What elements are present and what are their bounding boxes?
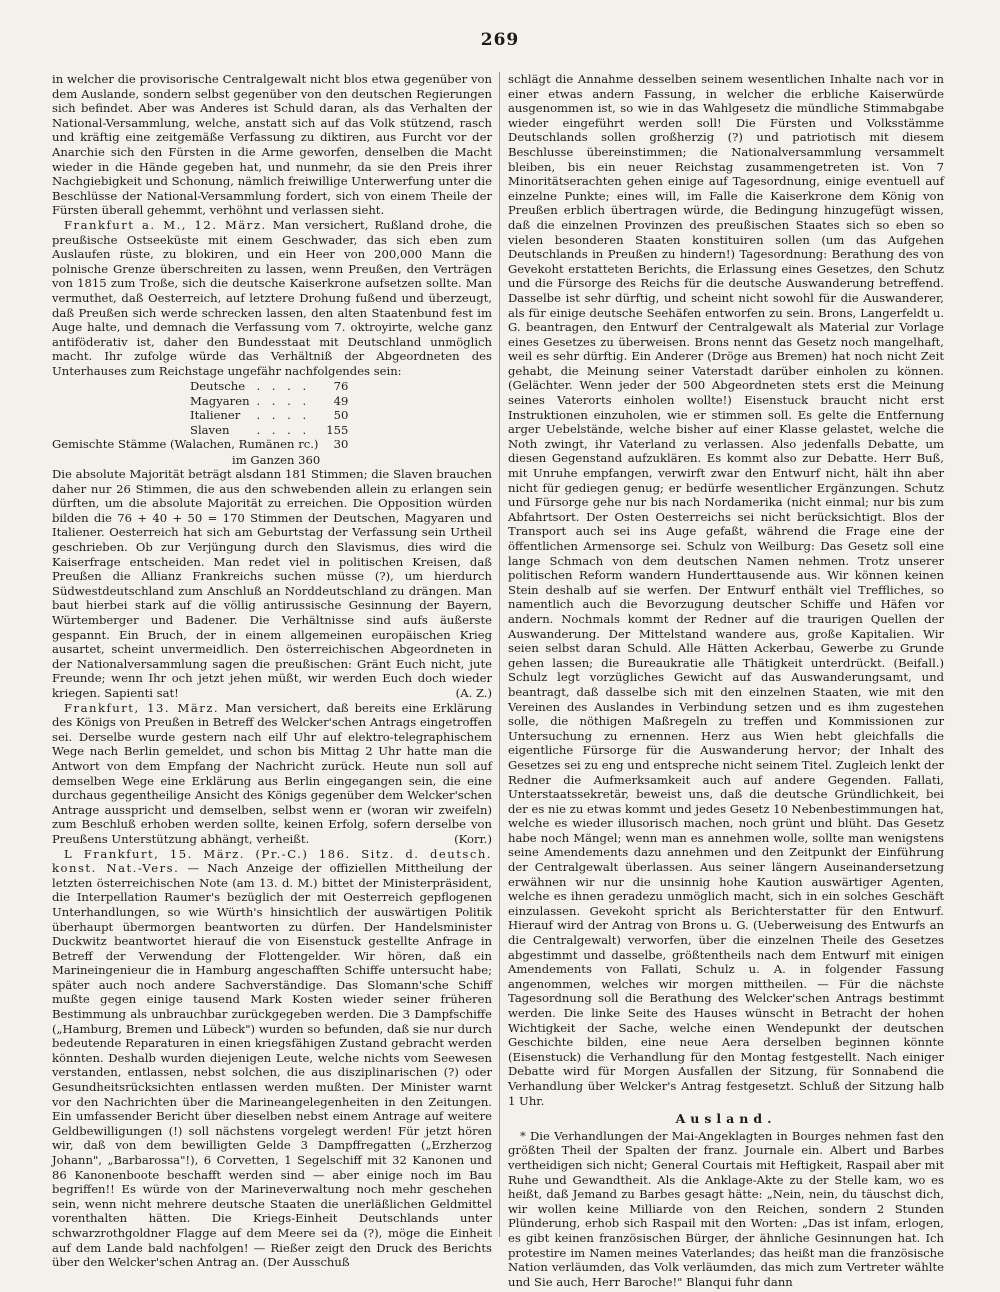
total-line: im Ganzen 360 xyxy=(232,452,321,467)
table-row xyxy=(52,408,348,422)
left-column xyxy=(52,72,492,1270)
nationality-name: Italiener xyxy=(190,408,241,423)
article-text: Man versichert, daß bereits eine Erklärung des Königs von Preußen in Betreff des Welcker'schen Antrags eingetroffen sei. Derselbe wurde gestern nach eilf Uhr auf elektro-telegraphischem Wege nach Berlin gemeldet, und schon bis Mittag 2 Uhr hatte man die Antwort von dem Empfang der Nachricht zurück. Heute nun soll auf demselben Wege eine Erklärung aus Berlin eingegangen sein, die eine durchaus gegentheilige Ansicht des Königs gegenüber dem Welcker'schen Antrage ausspricht und demselben, selbst wenn er (woran wir zweifeln) zum Beschluß erhoben werden sollte, keinen Erfolg, sofern derselbe von Preußens Unterstützung abhängt, verheißt. xyxy=(52,700,492,846)
column-divider xyxy=(499,72,500,1237)
leader-dots: . . . . xyxy=(256,379,311,394)
nationality-name: Gemischte Stämme (Walachen, Rumänen rc.) xyxy=(52,437,319,452)
delegate-count: 30 xyxy=(333,437,349,452)
right-column xyxy=(508,72,944,1289)
article-text: — Nach Anzeige der offiziellen Mittheilung der letzten österreichischen Note (am 13. d. M.) bittet der Ministerpräsident, die Interpellation Raumer's bezüglich der mit Oesterreich gepflogenen Unterhandlungen, so wie Würth's hinsichtlich der auswärtigen Politik überhaupt übermorgen beantworten zu dürfen. Der Handelsminister Duckwitz beantwortet hierauf die von Eisenstuck gestellte Anfrage in Betreff der Verwendung der Flottengelder. Wir hören, daß ein Marineingenieur die in Hamburg angeschafften Schiffe untersucht habe; später auch noch andere Sachverständige. Das Slomann'sche Schiff mußte gegen einige tausend Mark Kosten wieder seiner früheren Bestimmung als unbrauchbar zurückgegeben werden. Die 3 Dampfschiffe („Hamburg, Bremen und Lübeck") wurden so befunden, daß sie nur durch bedeutende Reparaturen in einen kriegsfähigen Zustand gebracht werden könnten. Deshalb wurden diejenigen Leute, welche nichts vom Seewesen verstanden, entlassen, nebst solchen, die aus disziplinarischen (?) oder Gesundheitsrücksichten entlassen werden mußten. Der Minister warnt vor den Nachrichten über die Marineangelegenheiten in den Zeitungen. Ein umfassender Bericht über dieselben nebst einem Antrage auf weitere Geldbewilligungen (!) soll nächstens vorgelegt werden! Für jetzt hören wir, daß von dem bewilligten Gelde 3 Dampffregatten („Erzherzog Johann", „Barbarossa"!), 6 Corvetten, 1 Segelschiff mit 32 Kanonen und 86 Kanonenboote beschafft werden sind — aber einige noch im Bau begriffen!! Es würde von der Marineverwaltung noch mehr geschehen sein, wenn nicht mehrere deutsche Staaten die unerläßlichen Geldmittel vorenthalten hätten. Die Kriegs-Einheit Deutschlands unter schwarzrothgoldner Flagge auf dem Meere sei da (?), möge die Einheit auf dem Lande bald nachfolgen! — Rießer zeigt den Druck des Berichts über den Welcker'schen Antrag an. (Der Ausschuß xyxy=(52,861,492,1270)
leader-dots: . . . . xyxy=(256,408,311,423)
table-row xyxy=(52,437,348,451)
article-paragraph: in welcher die provisorische Centralgewalt nicht blos etwa gegenüber von dem Auslande, sondern selbst gegenüber von den deutschen Regierungen sich befindet. Aber was Anderes ist Schuld daran, als das Verhalten der National-Versammlung, welche, anstatt sich auf das Volk stützend, rasch und kräftig eine zeitgemäße Verfassung zu diktiren, aus Furcht vor der Anarchie sich den Fürsten in die Arme geworfen, denselben die Macht wieder in die Hände gegeben hat, und nunmehr, da sie den Preis ihrer Nachgiebigkeit und Schonung, nämlich freiwillige Unterwerfung unter die Beschlüsse der National-Versammlung fordert, sich von einem Theile der Fürsten überall gehemmt, verhöhnt und verlassen sieht. xyxy=(52,72,492,218)
nationalities-table xyxy=(52,379,348,451)
dateline: Frankfurt a. M., 12. März. xyxy=(64,217,267,232)
table-row xyxy=(52,379,348,393)
table-row xyxy=(52,423,348,437)
leader-dots: . . . . xyxy=(256,393,311,408)
page-number: 269 xyxy=(480,30,520,50)
article-paragraph xyxy=(52,218,492,379)
dateline: L Frankfurt, 15. März. (Pr.-C.) 186. Sitz. d. deutsch. konst. Nat.-Vers. xyxy=(52,846,492,876)
delegate-count: 50 xyxy=(333,408,349,423)
delegate-count: 76 xyxy=(333,379,349,394)
article-text: Man versichert, Rußland drohe, die preußische Ostseeküste mit einem Geschwader, das sich eben zum Auslaufen rüste, zu blokiren, und ein Heer von 200,000 Mann die polnische Grenze überschreiten zu lassen, wenn Preußen, den Verträgen von 1815 zum Troße, sich die deutsche Kaiserkrone aufsetzen sollte. Man vermuthet, daß Oesterreich, auf letztere Drohung fußend und überzeugt, daß Preußen sich werde schrecken lassen, den alten Staatenbund fest im Auge halte, und demnach die Verfassung vom 7. oktroyirte, welche ganz antiföderativ ist, daher den Bundesstaat mit Deutschland unmöglich macht. Ihr zufolge würde das Verhältniß der Abgeordneten des Unterhauses zum Reichstage ungefähr nachfolgendes sein: xyxy=(52,217,492,378)
delegate-count: 49 xyxy=(333,393,349,408)
table-row xyxy=(52,394,348,408)
delegate-count: 155 xyxy=(326,422,349,437)
dateline: Frankfurt, 13. März. xyxy=(64,700,220,715)
article-paragraph xyxy=(52,847,492,1270)
article-text: Die absolute Majorität beträgt alsdann 181 Stimmen; die Slaven brauchen daher nur 26 Stimmen, die aus den schwebenden allein zu erlangen sein dürften, um die absolute Majorität zu erreichen. Die Opposition würden bilden die 76 + 40 + 50 = 170 Stimmen der Deutschen, Magyaren und Italiener. Oesterreich hat sich am Geburtstag der Verfassung sein Urtheil geschrieben. Ob zur Verjüngung durch den Slavismus, dies wird die Kaiserfrage entscheiden. Man redet viel in politischen Kreisen, daß Preußen die Allianz Frankreichs suchen müsse (?), um hierdurch Südwestdeutschland zum Anschluß an Norddeutschland zu drängen. Man baut hierbei stark auf die völlig antirussische Gesinnung der Bayern, Würtemberger und Badener. Die Verhältnisse sind aufs äußerste gespannt. Ein Bruch, der in einem allgemeinen europäischen Krieg ausartet, scheint unvermeidlich. Den österreichischen Abgeordneten in der Nationalversammlung sagen die preußischen: Gränt Euch nicht, jute Freunde; wenn Ihr och jetzt jehen müßt, wir werden Euch doch wieder kriegen. Sapienti sat! xyxy=(52,467,492,700)
nationality-name: Slaven xyxy=(190,422,230,437)
article-paragraph: schlägt die Annahme desselben seinem wesentlichen Inhalte nach vor in einer etwas andern Fassung, in welcher die erbliche Kaiserwürde ausgenommen ist, so wie in das Wahlgesetz die mündliche Stimmabgabe wieder eingeführt werden soll! Die Fürsten und Volksstämme Deutschlands sollen großherzig (?) und patriotisch mit diesem Beschlusse übereinstimmen; die Nationalversammlung versammelt bleiben, bis ein neuer Reichstag zusammengetreten ist. Von 7 Minoritätserachten gehen einige auf Tagesordnung, einige eventuell auf einzelne Punkte; eines will, im Falle die Kaiserkrone dem König von Preußen erblich übertragen würde, die Bedingung hinzugefügt wissen, daß die einzelnen Provinzen des preußischen Staates sich so eben so vielen besonderen Staaten konstituiren sollen (um das Aufgehen Deutschlands in Preußen zu hindern!) Tagesordnung: Berathung des von Gevekoht erstatteten Berichts, die Erlassung eines Gesetzes, den Schutz und die Fürsorge des Reichs für die deutsche Auswanderung betreffend. Dasselbe ist sehr dürftig, und scheint nicht sowohl für die Auswanderer, als für einige deutsche Seehäfen entworfen zu sein. Brons, Langerfeldt u. G. beantragen, den Entwurf der Centralgewalt als Material zur Vorlage eines Gesetzes zu überweisen. Brons nennt das Gesetz noch mangelhaft, weil es sehr dürftig. Ein Anderer (Dröge aus Bremen) hat noch nicht Zeit gehabt, die Meinung seiner Vaterstadt darüber einholen zu können. (Gelächter. Wenn jeder der 500 Abgeordneten stets erst die Meinung seines Vaterorts einholen wollte!) Eisenstuck braucht nicht erst Instruktionen einzuholen, wie er stimmen soll. Es gelte die Entfernung arger Uebelstände, welche bisher auf einer Klasse gelastet, welche die Noth zwingt, ihr Vaterland zu verlassen. Also jedenfalls Debatte, um diesen Gegenstand aufzuklären. Es kommt also zur Debatte. Herr Buß, mit Unruhe empfangen, verwirft zwar den Entwurf nicht, hält ihn aber nicht für gediegen genug; er bedürfe wesentlicher Ergänzungen. Schutz und Fürsorge gehe nur bis nach Nordamerika (nicht einmal; nur bis zum Abfahrtsort. Der Osten Oesterreichs sei nicht berücksichtigt. Blos der Transport auch sei ins Auge gefaßt, während die Frage eine der öffentlichen Armensorge sei. Schulz von Weilburg: Das Gesetz soll eine lange Schmach von dem deutschen Namen nehmen. Trotz unserer politischen Reform wandern Hunderttausende aus. Wir können keinen Stein deshalb auf sie werfen. Der Entwurf enthält viel Treffliches, so namentlich auch die Bevorzugung deutscher Schiffe und Häfen vor andern. Nochmals kommt der Redner auf die traurigen Quellen der Auswanderung. Der Mittelstand wandere aus, große Kapitalien. Wir seien selbst daran Schuld. Alle Hätten Ackerbau, Gewerbe zu Grunde gehen lassen; die Bureaukratie alle Thätigkeit unterdrückt. (Beifall.) Schulz legt vorzügliches Gewicht auf das Auswanderungsamt, und beantragt, daß dasselbe sich mit den einzelnen Staaten, wie mit den Vereinen des Auslandes in Verbindung setzen und es ihm zugestehen solle, die nöthigen Maßregeln zu treffen und Kommissionen zur Untersuchung zu ernennen. Herz aus Wien hebt gleichfalls die eigentliche Fürsorge für die Auswanderung hervor; der Inhalt des Gesetzes sei zu eng und entspreche nicht seinem Titel. Zugleich lenkt der Redner die Aufmerksamkeit auch auf andere Gegenden. Fallati, Unterstaatssekretär, beweist uns, daß die deutsche Gründlichkeit, bei der es nie zu etwas kommt und jedes Gesetz 10 Nebenbestimmungen hat, welche es wieder illusorisch machen, noch grünt und blüht. Das Gesetz habe noch Mängel; wenn man es annehmen wolle, sollte man wenigstens seine Amendements dazu annehmen und den Zeitpunkt der Einführung der Centralgewalt überlassen. Aus seiner längern Auseinandersetzung erwähnen wir nur die unsinnig hohe Kaution auswärtiger Agenten, welche es ihnen geradezu unmöglich macht, sich in ein solches Geschäft einzulassen. Gevekoht spricht als Berichterstatter für den Entwurf. Hierauf wird der Antrag von Brons u. G. (Ueberweisung des Entwurfs an die Centralgewalt) verworfen, über die einzelnen Theile des Gesetzes abgestimmt und dasselbe, größtentheils nach dem Entwurf mit einigen Amendements von Fallati, Schulz u. A. in folgender Fassung angenommen, welches wir morgen mittheilen. — Für die nächste Tagesordnung soll die Berathung des Welcker'schen Antrags bestimmt werden. Die linke Seite des Hauses wünscht in Betracht der hohen Wichtigkeit der Sache, welche einen Wendepunkt der deutschen Geschichte bilden, eine neue Aera derselben beginnen könnte (Eisenstuck) die Verhandlung für den Montag festgestellt. Nach einiger Debatte wird für Morgen Ausfallen der Sitzung, für Sonnabend die Verhandlung über Welcker's Antrag festgesetzt. Schluß der Sitzung halb 1 Uhr. xyxy=(508,72,944,1108)
source-signature: (Korr.) xyxy=(454,831,492,846)
article-paragraph: * Die Verhandlungen der Mai-Angeklagten in Bourges nehmen fast den größten Theil der Spalten der franz. Journale ein. Albert und Barbes vertheidigen sich nicht; General Courtais mit Heftigkeit, Raspail aber mit Ruhe und Gewandtheit. Als die Anklage-Akte zu der Stelle kam, wo es heißt, daß Jemand zu Barbes gesagt hätte: „Nein, nein, du täuschst dich, wir wollen keine Milliarde von den Reichen, sondern 2 Stunden Plünderung, erhob sich Raspail mit den Worten: „Das ist infam, erlogen, es gibt keinen französischen Bürger, der ähnliche Gesinnungen hat. Ich protestire im Namen meines Vaterlandes; das heißt man die französische Nation verläumden, das Volk verläumden, das mich zum Vertreter wählte und Sie auch, Herr Baroche!" Blanqui fuhr dann xyxy=(508,1128,944,1289)
nationality-name: Deutsche xyxy=(190,379,246,394)
leader-dots: . . . . xyxy=(256,422,311,437)
article-paragraph xyxy=(52,701,492,847)
nationality-name: Magyaren xyxy=(190,393,250,408)
section-heading: Ausland. xyxy=(675,1111,777,1127)
article-paragraph xyxy=(52,467,492,701)
source-signature: (A. Z.) xyxy=(455,686,492,700)
